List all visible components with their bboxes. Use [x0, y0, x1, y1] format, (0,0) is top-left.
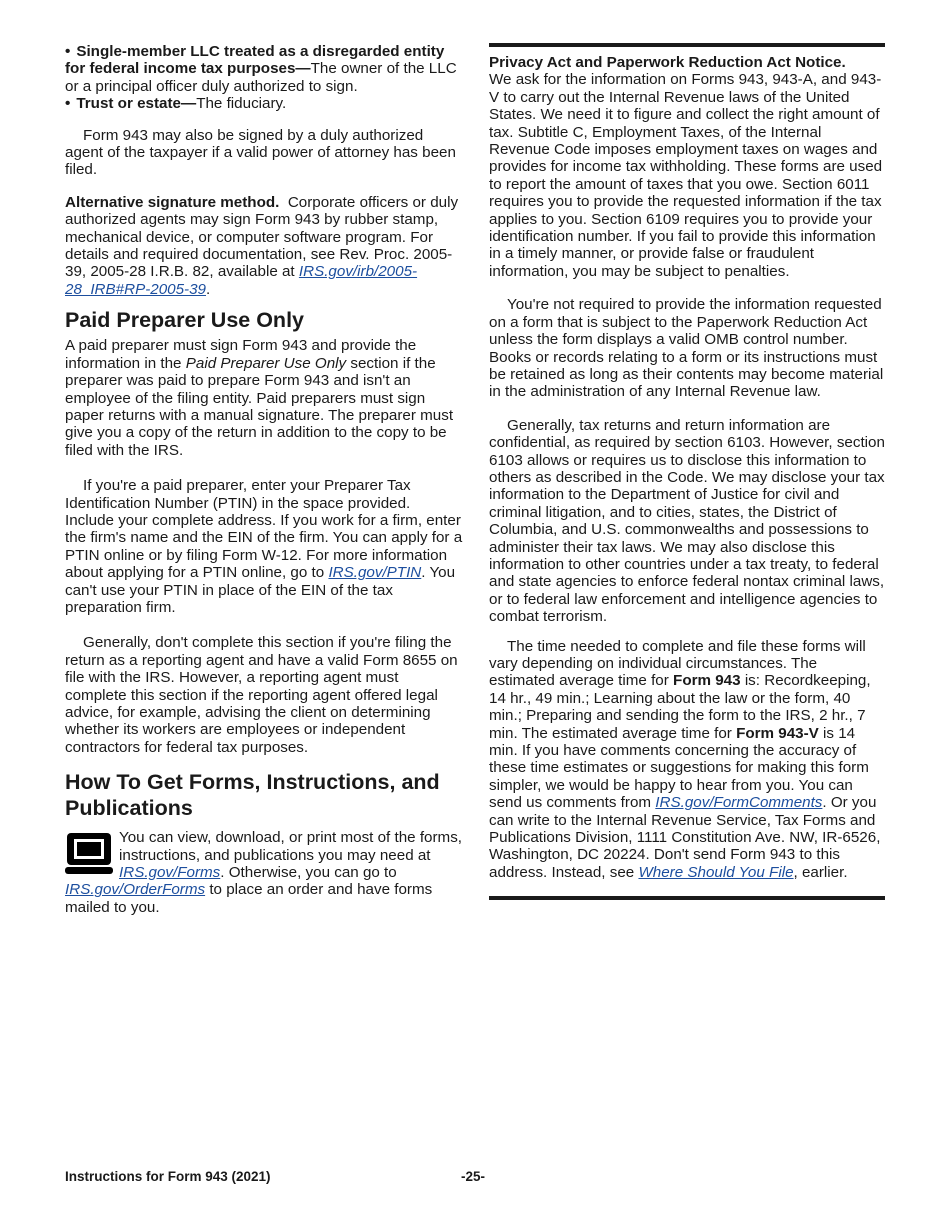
bullet-trust: • Trust or estate—The fiduciary. — [65, 95, 287, 113]
privacy-paragraph: Privacy Act and Paperwork Reduction Act Notice. We ask for the information on Forms 943, 943-A, and 943-V to carry out the Internal Revenue laws of the United States. We need it to figure and collect the right amount of tax. Subtitle C, Employment Taxes, of the Internal Revenue Code imposes employment taxes on wages and provides for income tax withholding. These forms are used to report the amount of taxes that you owe. Section 6011 requires you to provide the requested information if the tax applies to you. Section 6109 requires you to provide your identification number. If you fail to provide this information in a timely manner, or provide false or fraudulent information, you may be subject to penalties. — [489, 54, 883, 280]
computer-icon — [65, 831, 113, 875]
bullet-llc: • Single-member LLC treated as a disregarded entity for federal income tax purposes—The owner of the LLC or a principal officer duly authorized to sign. — [65, 43, 457, 95]
page-number: -25- — [461, 1169, 486, 1184]
time-estimate-paragraph: The time needed to complete and file these forms will vary depending on individual circumstances. The estimated average time for Form 943 is: Recordkeeping, 14 hr., 49 min.; Learning about the law or the form, 40 min.; Preparing and sending the form to the IRS, 2 hr., 7 min. The estimated average time for Form 943-V is 14 min. If you have comments concerning the accuracy of these time estimates or suggestions for making this form simpler, we would be happy to hear from you. You can send us comments from IRS.gov/FormComments. Or you can write to the Internal Revenue Service, Tax Forms and Publications Division, 1111 Constitution Ave. NW, IR-6526, Washington, DC 20224. Don't send Form 943 to this address. Instead, see Where Should You File, earlier. — [489, 638, 885, 901]
preparer-paragraph-2: If you're a paid preparer, enter your Preparer Tax Identification Number (PTIN) in the space provided. Include your complete address. If you work for a firm, enter the firm's name and the EIN of the firm. You can apply for a PTIN online or by filing Form W-12. For more information about applying for a PTIN online, go to IRS.gov/PTIN. You can't use your PTIN in place of the EIN of the tax preparation firm. — [65, 477, 463, 616]
alt-signature-paragraph: Alternative signature method. Corporate officers or duly authorized agents may sign Form 943 by rubber stamp, mechanical device, or computer software program. For details and required documentation, see Rev. Proc. 2005-39, 2005-28 I.R.B. 82, available at IRS.gov/irb/2005-28_IRB#RP-2005-39. — [65, 193, 459, 298]
get-forms-paragraph: You can view, download, or print most of the forms, instructions, and publications you may need at IRS.gov/Forms. Otherwise, you can go to IRS.gov/OrderForms to place an order and have forms mailed to you. — [65, 829, 463, 916]
order-forms-link[interactable]: IRS.gov/OrderForms — [65, 881, 206, 899]
left-column — [65, 43, 463, 925]
right-column — [489, 43, 885, 900]
footer-title: Instructions for Form 943 (2021) — [65, 1169, 271, 1184]
preparer-paragraph-1: A paid preparer must sign Form 943 and provide the information in the Paid Preparer Use Only section if the preparer was paid to prepare Form 943 and isn't an employee of the filing entity. Paid preparers must sign paper returns with a manual signature. The preparer must give you a copy of the return in addition to the copy to be filed with the IRS. — [65, 337, 454, 459]
page-footer — [65, 1168, 885, 1185]
rev-proc-link[interactable]: IRS.gov/irb/2005-28_IRB#RP-2005-39 — [65, 263, 418, 298]
forms-link[interactable]: IRS.gov/Forms — [119, 864, 221, 882]
preparer-paragraph-3: Generally, don't complete this section if you're filing the return as a reporting agent and have a valid Form 8655 on file with the IRS. However, a reporting agent must complete this section if the reporting agent offered legal advice, for example, advising the client on determining whether its workers are employees or independent contractors for federal tax purposes. — [65, 634, 458, 756]
ptin-link[interactable]: IRS.gov/PTIN — [328, 564, 422, 582]
where-should-you-file-link[interactable]: Where Should You File — [638, 863, 794, 881]
privacy-heading: Privacy Act and Paperwork Reduction Act Notice. — [489, 54, 846, 71]
confidentiality-paragraph: Generally, tax returns and return information are confidential, as required by section 6103. However, section 6103 allows or requires us to disclose this information to others as described in the Code. We may disclose your tax information to the Department of Justice for civil and criminal litigation, and to cities, states, the District of Columbia, and U.S. commonwealths and possessions to administer their tax laws. We may also disclose this information to other countries under a tax treaty, to federal and state agencies to enforce federal nontax criminal laws, or to federal law enforcement and intelligence agencies to combat terrorism. — [489, 416, 885, 626]
alt-signature-heading: Alternative signature method. — [65, 193, 280, 211]
get-forms-heading: How To Get Forms, Instructions, and Publications — [65, 770, 440, 821]
form-comments-link[interactable]: IRS.gov/FormComments — [655, 794, 823, 812]
paid-preparer-heading: Paid Preparer Use Only — [65, 308, 304, 333]
omb-paragraph: You're not required to provide the information requested on a form that is subject to the Paperwork Reduction Act unless the form displays a valid OMB control number. Books or records relating to a form or its instructions must be retained as long as their contents may become material in the administration of any Internal Revenue law. — [489, 296, 884, 401]
agent-paragraph: Form 943 may also be signed by a duly authorized agent of the taxpayer if a valid power of attorney has been filed. — [65, 126, 456, 179]
